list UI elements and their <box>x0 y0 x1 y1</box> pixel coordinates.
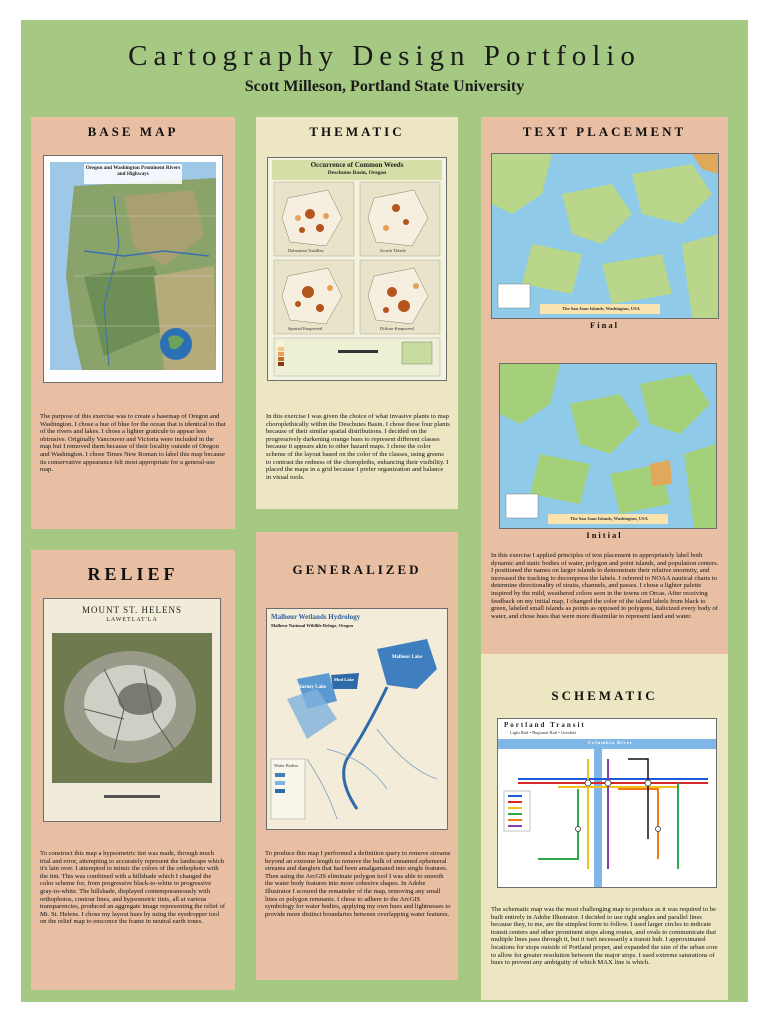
text-placement-panel <box>481 117 728 655</box>
relief-text: To construct this map a hypsometric tint was made, through much trial and error, attempting to accurately represent the landscape which it's lain over. I attempted to mimic the colors of the orthophoto with the tint. This was combined with a hillshade which I changed the color scheme for, from progressive black-to-white to progressive gray-to-white. The hillshade, displayed contemporaneously with orthophotos, contour lines, and hypsometric tints, all at various transparencies, produced an aggregate image representing the relief of Mt. St. Helens. I chose my layout hues by using the eyedropper tool on the relief map to ensconce the frame in neutral earth tones. <box>40 850 226 926</box>
schematic-map-subtitle: Light Rail • Regional Rail • Gondola <box>510 730 577 735</box>
thematic-panel <box>256 117 458 509</box>
final-map-svg <box>492 154 718 318</box>
generalized-map-title: Malheur Wetlands Hydrology <box>271 613 361 621</box>
generalized-map-image <box>266 608 448 830</box>
generalized-map-svg <box>267 609 447 829</box>
mud-lake-label: Mud Lake <box>333 677 355 682</box>
thematic-map-subtitle: Deschutes Basin, Oregon <box>327 170 387 176</box>
thematic-heading: THEMATIC <box>309 124 405 139</box>
final-map-image <box>491 153 719 319</box>
relief-heading: RELIEF <box>87 564 179 584</box>
generalized-panel <box>256 532 458 980</box>
generalized-legend-title: Water Bodies <box>274 763 299 768</box>
base-map-svg <box>44 156 222 382</box>
relief-map-image <box>43 598 221 822</box>
generalized-text: To produce this map I performed a definition query to remove streams beyond an extreme length to remove the bulk of unnamed ephemeral streams and danglers that had been amalgamated into single features. Then using the ArcGIS eliminate polygon tool I was able to smooth the water body features into more cohesive shapes. In Adobe Illustrator I scoured the remainder of the map, removing any small lines or polygon remnants. I chose to adhere to the ArcGIS symbology for water bodies, applying my own hues and lightnesses to provide more distinct boundaries between overlapping water features. <box>265 850 451 918</box>
base-map-image <box>43 155 223 383</box>
relief-panel <box>31 550 235 990</box>
thematic-map-title: Occurrence of Common Weeds <box>310 161 404 169</box>
page-subtitle: Scott Milleson, Portland State University <box>244 78 525 95</box>
thematic-map-image <box>267 157 447 381</box>
relief-map-title: MOUNT ST. HELENS <box>82 605 182 615</box>
relief-map-subtitle: LAWETLAT'LA <box>106 617 158 623</box>
thematic-sublabel-4: Diffuse Knapweed <box>380 326 414 331</box>
base-map-text: The purpose of this exercise was to create a basemap of Oregon and Washington. I chose a hue of blue for the ocean that is identical to that of the rivers and lakes. I chose a lighter graticule to appear less obtrusive. Originally Vancouver and Victoria were included in the map but I removed them because of their locality outside of Oregon and Washington. I chose Times New Roman to label this map because its conservative appearance felt most appropriate for a general-use map. <box>40 413 226 474</box>
page-title: Cartography Design Portfolio <box>128 40 641 72</box>
poster <box>21 20 748 1002</box>
initial-map-caption: The San Juan Islands, Washington, USA <box>570 516 648 521</box>
initial-map-image <box>499 363 717 529</box>
final-map-caption: The San Juan Islands, Washington, USA <box>562 306 640 311</box>
base-map-heading: BASE MAP <box>87 124 179 139</box>
final-label: Final <box>590 320 619 330</box>
thematic-map-svg <box>268 158 446 380</box>
schematic-map-title: Portland Transit <box>504 721 586 729</box>
generalized-map-subtitle: Malheur National Wildlife Refuge, Oregon <box>271 623 354 628</box>
text-placement-heading: TEXT PLACEMENT <box>522 124 687 139</box>
text-placement-text: In this exercise I applied principles of text placement to appropriately label both dynamic and static bodies of water, polygon and point islands, and population centers. I positioned the names on larger islands to demonstrate their relative enormity, and increased the tracking to decompress the labels. I referred to NOAA nautical charts to determine directionality of straits, channels, and passes. I chose a lighter palette inspired by the mild, weathered colors seen in the towns on Orcas. After receiving feedback on my initial map, I changed the color of the island labels from black to green, labeled small islands as points as opposed to polygons, italicized every body of water, and chose hues that were more dissimilar to represent land and water. <box>491 552 719 620</box>
thematic-sublabel-2: Scotch Thistle <box>380 248 406 253</box>
thematic-text: In this exercise I was given the choice of what invasive plants to map choroplethically within the Deschutes Basin. I chose these four plants because of their similar spatial distributions. I decided on the progressively darkening orange hues to represent different classes because it appears akin to other hazard maps. I chose the color scheme of the layout based on the color of the classes, using greens to contrast the redness of the choropleths, enhancing their visibility. I placed the maps in a grid because I prefer organization and balance in visual tools. <box>266 413 450 481</box>
schematic-panel <box>481 654 728 1000</box>
schematic-map-image <box>497 718 717 888</box>
thematic-sublabel-1: Dalmatian Toadflax <box>288 248 324 253</box>
relief-map-svg <box>44 599 220 821</box>
schematic-heading: SCHEMATIC <box>551 688 658 703</box>
generalized-heading: GENERALIZED <box>292 562 422 577</box>
base-map-panel <box>31 117 235 529</box>
malheur-lake-label: Malheur Lake <box>391 655 423 660</box>
harney-lake-label: Harney Lake <box>297 685 327 690</box>
schematic-text: The schematic map was the most challenging map to produce as it was required to be built entirely in Adobe Illustrator. I decided to use right angles and parallel lines because they, to me, are the simplest form to follow. I used larger circles to indicate transit centers and other prominent stops along routes, and ovals to communicate that multiple lines pass through it, but it isn't necessarily a transit hub. I approximated locations for stops outside of Portland proper, and expanded the size of the urban core to allow for greater resolution between the major stops. I used extreme saturations of hues to prevent any ambiguity of which MAX line is which. <box>491 906 718 967</box>
initial-map-svg <box>500 364 716 528</box>
base-map-title: Oregon and Washington Prominent Rivers and Highways <box>85 165 181 177</box>
thematic-sublabel-3: Spotted Knapweed <box>288 326 323 331</box>
initial-label: Initial <box>586 530 623 540</box>
columbia-river-label: Columbia River <box>588 740 633 745</box>
